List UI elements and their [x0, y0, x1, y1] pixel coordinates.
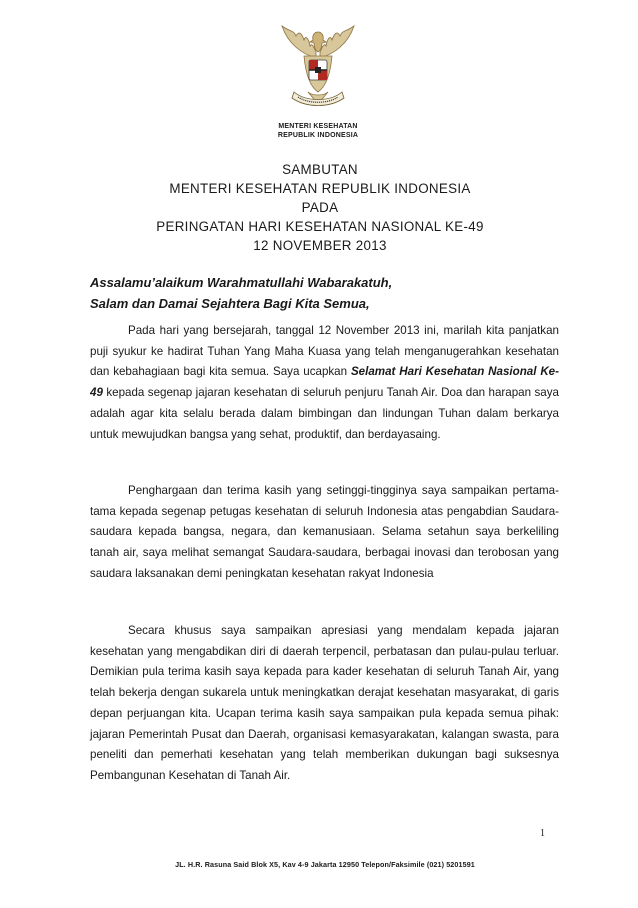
title-line-3: PADA: [301, 200, 339, 215]
agency-line-2: REPUBLIK INDONESIA: [277, 132, 359, 139]
document-title: [60, 160, 580, 255]
greeting-line-1: Assalamu’alaikum Warahmatullahi Wabarakatuh,: [90, 275, 393, 290]
greeting: [90, 272, 570, 314]
title-line-4: PERINGATAN HARI KESEHATAN NASIONAL KE-49: [156, 219, 484, 234]
title-line-1: SAMBUTAN: [282, 162, 358, 177]
paragraph-3: [90, 621, 559, 787]
paragraph-1: [90, 321, 559, 445]
greeting-line-2: Salam dan Damai Sejahtera Bagi Kita Semua,: [90, 296, 370, 311]
paragraph-1-emphasis: Selamat Hari Kesehatan Nasional Ke-49: [90, 365, 559, 400]
footer-address: JL. H.R. Rasuna Said Blok X5, Kav 4-9 Jakarta 12950 Telepon/Faksimile (021) 5201591: [175, 860, 475, 869]
title-line-2: MENTERI KESEHATAN REPUBLIK INDONESIA: [169, 181, 471, 196]
garuda-emblem-icon: [272, 18, 364, 114]
agency-heading: [250, 122, 386, 140]
paragraph-2: [90, 481, 559, 585]
title-line-5: 12 NOVEMBER 2013: [253, 238, 387, 253]
page-number: 1: [540, 828, 545, 839]
paragraph-1-text-end: kepada segenap jajaran kesehatan di seluruh penjuru Tanah Air. Doa dan harapan saya adalah agar kita selalu berada dalam bimbingan dan lindungan Tuhan dalam berkarya untuk mewujudkan bangsa yang sehat, produktif, dan berdayasaing.: [90, 386, 559, 441]
paragraph-3-text: Secara khusus saya sampaikan apresiasi yang mendalam kepada jajaran kesehatan yang mengabdikan diri di daerah terpencil, perbatasan dan pulau-pulau terluar. Demikian pula terima kasih saya kepada para kader kesehatan di seluruh Tanah Air, yang telah bekerja dengan sukarela untuk meningkatkan derajat kesehatan masyarakat, di garis depan perjuangan kita. Ucapan terima kasih saya sampaikan pula kepada semua pihak: jajaran Pemerintah Pusat dan Daerah, organisasi kemasyarakatan, kalangan swasta, para peneliti dan pemerhati kesehatan yang telah memberikan dukungan bagi suksesnya Pembangunan Kesehatan di Tanah Air.: [90, 624, 559, 782]
paragraph-2-text: Penghargaan dan terima kasih yang setinggi-tingginya saya sampaikan pertama-tama kepada segenap petugas kesehatan di seluruh Indonesia atas pengabdian Saudara-saudara kepada bangsa, negara, dan kemanusiaan. Selama setahun saya berkeliling tanah air, saya melihat semangat Saudara-saudara, berbagai inovasi dan terobosan yang saudara laksanakan demi peningkatan kesehatan rakyat Indonesia: [90, 484, 559, 580]
agency-line-1: MENTERI KESEHATAN: [278, 123, 358, 130]
paragraph-1-text-start: Pada hari yang bersejarah, tanggal 12 November 2013 ini, marilah kita panjatkan puji syukur ke hadirat Tuhan Yang Maha Kuasa yang telah menganugerahkan kesehatan dan kebahagiaan bagi kita semua. Saya ucapkan: [90, 324, 559, 379]
